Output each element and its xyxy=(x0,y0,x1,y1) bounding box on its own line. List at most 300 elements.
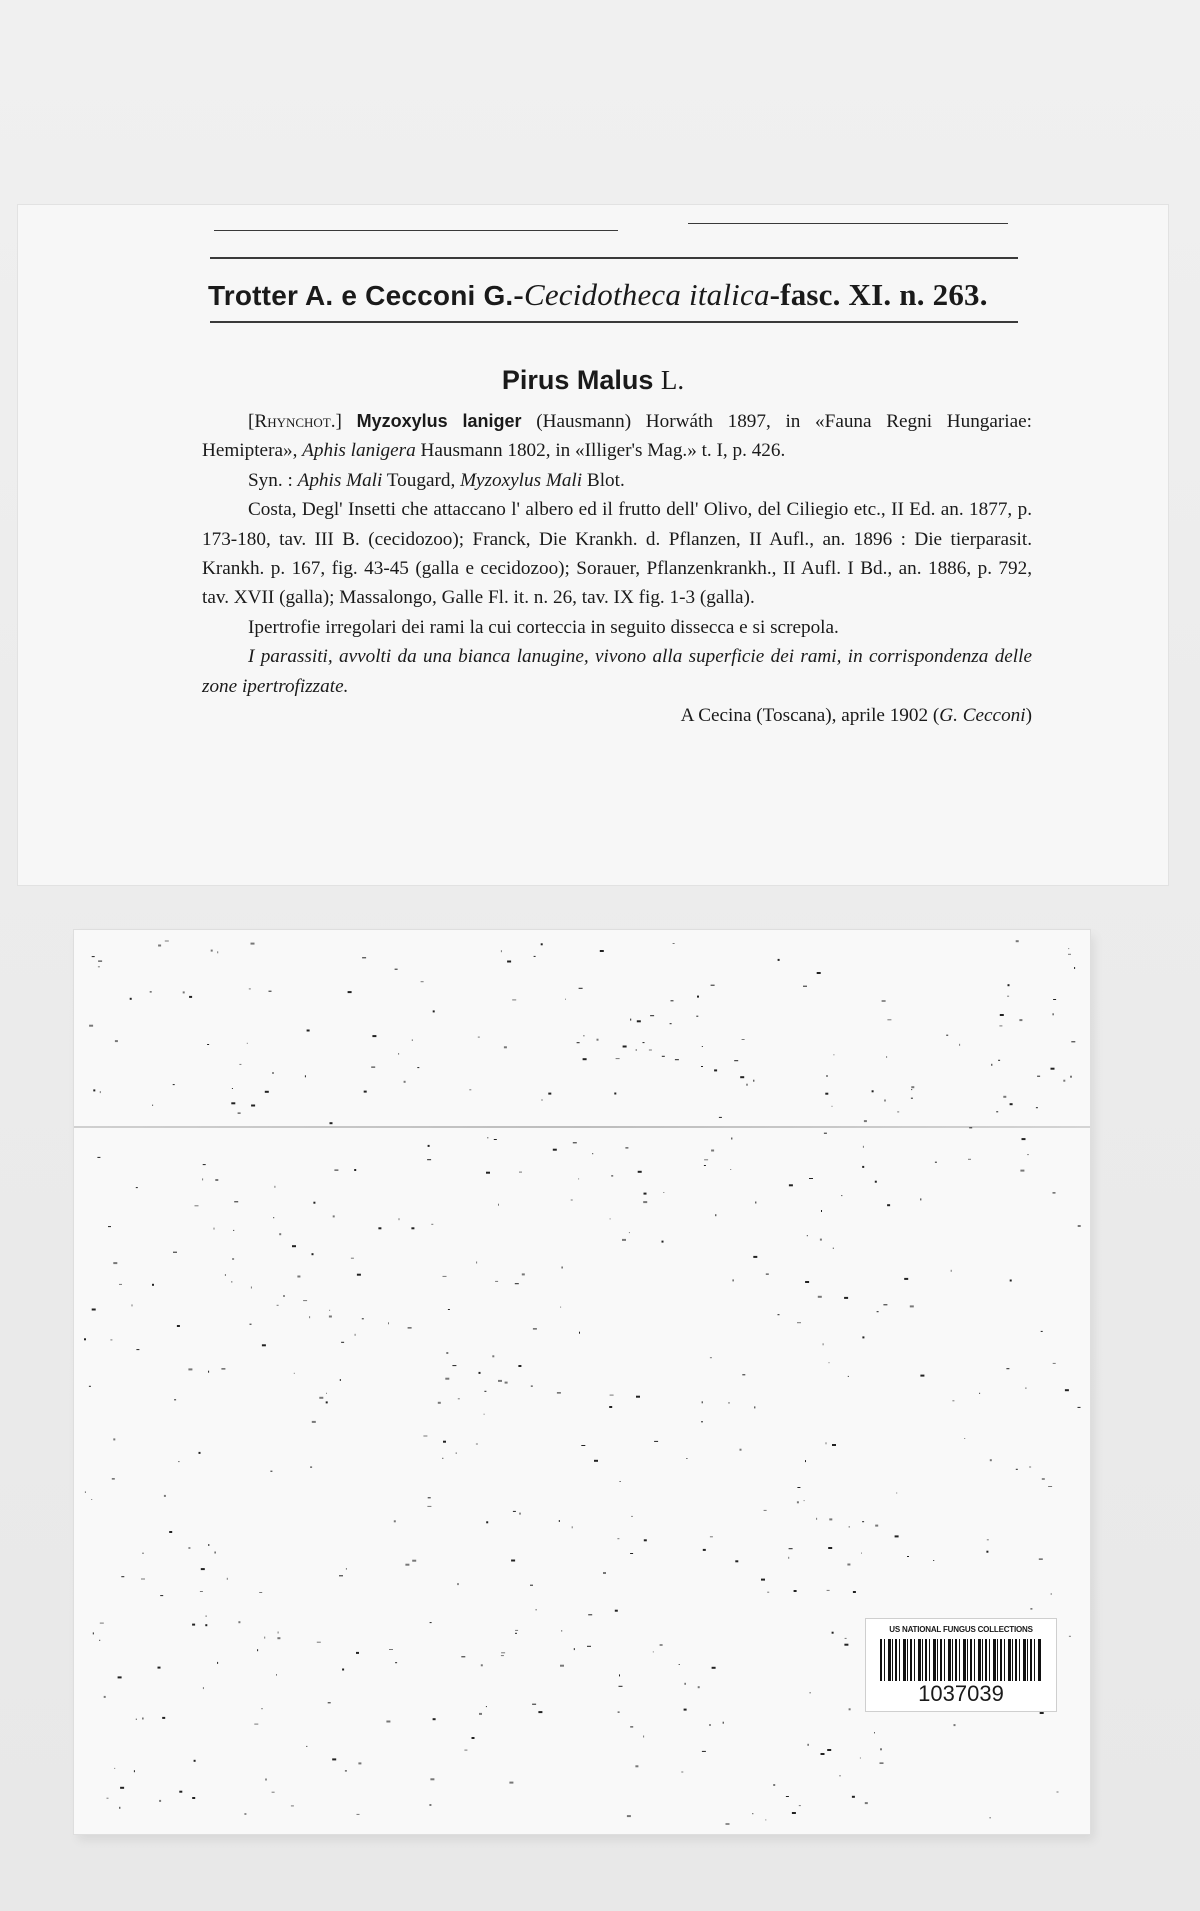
speckle xyxy=(622,1239,626,1241)
speckle xyxy=(328,1702,331,1703)
speckle xyxy=(935,1162,937,1163)
speckle xyxy=(134,1770,135,1772)
speckle xyxy=(832,1632,834,1634)
speckle xyxy=(987,1539,989,1540)
speckle xyxy=(755,1202,756,1204)
speckle xyxy=(710,1724,711,1726)
speckle xyxy=(310,1467,312,1468)
speckle xyxy=(959,1044,960,1046)
speckle xyxy=(99,1640,100,1641)
speckle xyxy=(911,1086,914,1088)
speckle xyxy=(195,1205,199,1206)
speckle xyxy=(112,1478,115,1479)
speckle xyxy=(747,1084,748,1086)
speckle xyxy=(519,1172,522,1173)
speckle xyxy=(1020,1170,1024,1172)
speckle xyxy=(542,1100,543,1101)
speckle xyxy=(232,1088,233,1089)
basionym: Aphis lanigera xyxy=(302,440,416,462)
speckle xyxy=(214,1228,215,1230)
speckle xyxy=(389,1649,393,1650)
speckle xyxy=(270,1471,272,1472)
speckle xyxy=(616,1058,620,1059)
speckle xyxy=(808,1744,809,1746)
speckle xyxy=(412,1560,416,1562)
speckle xyxy=(849,1526,850,1527)
speckle xyxy=(498,1204,499,1206)
speckle xyxy=(433,1718,436,1720)
institution-name: US NATIONAL FUNGUS COLLECTIONS xyxy=(889,1625,1033,1634)
speckle xyxy=(827,1590,830,1591)
speckle xyxy=(339,1575,343,1576)
speckle xyxy=(484,1414,485,1415)
speckle xyxy=(1048,1486,1052,1487)
speckle xyxy=(572,1526,573,1528)
speckle xyxy=(251,1105,255,1107)
speckle xyxy=(534,956,536,957)
description: Ipertrofie irregolari dei rami la cui corteccia in seguito dissecca e si screpola. xyxy=(248,616,839,638)
speckle xyxy=(98,966,100,967)
species-name: Myzoxylus laniger xyxy=(356,411,522,431)
speckle xyxy=(660,1645,663,1646)
speckle xyxy=(704,1159,708,1160)
speckle xyxy=(754,1406,755,1408)
speckle xyxy=(341,1342,344,1343)
speckle xyxy=(188,1548,190,1549)
speckle xyxy=(1069,1636,1071,1637)
title-rule-upper xyxy=(210,257,1018,259)
speckle xyxy=(911,1089,912,1090)
speckle xyxy=(804,1500,805,1501)
speckle xyxy=(579,988,583,989)
speckle xyxy=(479,1372,481,1374)
speckle xyxy=(351,1258,354,1259)
speckle xyxy=(221,1368,225,1369)
speckle xyxy=(478,1037,480,1038)
speckle xyxy=(152,1284,154,1286)
speckle xyxy=(614,1093,616,1095)
basionym-citation: Hausmann 1802, in «Illiger's Mag.» t. I, p. 426. xyxy=(420,440,786,462)
speckle xyxy=(1029,1467,1031,1468)
speckle xyxy=(816,1518,817,1520)
speckle xyxy=(897,1111,899,1112)
speckle xyxy=(969,1127,972,1128)
speckle xyxy=(97,1157,100,1158)
catalog-number: 1037039 xyxy=(918,1681,1004,1706)
speckle xyxy=(597,1039,599,1041)
speckle xyxy=(158,1667,161,1669)
speckle xyxy=(142,1718,143,1720)
speckle xyxy=(250,1324,252,1325)
speckle xyxy=(561,1630,562,1631)
speckle xyxy=(805,1281,809,1283)
synonyms xyxy=(202,466,1032,495)
speckle xyxy=(820,1239,822,1241)
speckle xyxy=(394,1520,396,1522)
host-plant xyxy=(18,365,1168,396)
speckle xyxy=(630,1019,631,1021)
speckle xyxy=(192,1624,195,1626)
speckle xyxy=(872,1090,874,1092)
speckle xyxy=(778,959,780,961)
speckle xyxy=(272,1073,274,1074)
speckle xyxy=(875,1525,878,1527)
speckle xyxy=(731,1138,732,1140)
speckle xyxy=(395,969,398,970)
speckle xyxy=(789,1548,793,1549)
speckle xyxy=(412,1040,413,1041)
speckle xyxy=(679,1664,680,1665)
speckle xyxy=(272,1792,275,1793)
speckle xyxy=(827,1749,831,1751)
speckle xyxy=(887,1019,891,1020)
speckle xyxy=(723,1722,724,1724)
speckle xyxy=(1068,954,1071,955)
speckle xyxy=(108,1226,111,1227)
speckle xyxy=(504,1046,507,1048)
speckle xyxy=(378,1227,381,1229)
speckle xyxy=(832,1106,833,1107)
speckle xyxy=(430,1622,432,1623)
speckle xyxy=(386,1721,390,1723)
host-author: L. xyxy=(660,365,685,395)
speckle xyxy=(828,1547,832,1549)
speckle xyxy=(150,991,152,992)
speckle xyxy=(742,1039,745,1040)
speckle xyxy=(911,1098,913,1099)
speckle xyxy=(486,1706,487,1707)
speckle xyxy=(562,1267,563,1269)
speckle xyxy=(178,1461,179,1462)
speckle xyxy=(265,1091,269,1093)
speckle xyxy=(653,1651,654,1652)
speckle xyxy=(458,1583,459,1585)
speckle xyxy=(844,1644,848,1646)
specimen-label xyxy=(18,205,1168,885)
host-name: Pirus Malus xyxy=(501,365,654,395)
speckle xyxy=(227,1578,228,1580)
speckle xyxy=(863,1146,864,1148)
top-rule-right xyxy=(688,223,1008,224)
speckle xyxy=(617,1538,619,1539)
speckle xyxy=(696,1016,698,1017)
speckle xyxy=(697,996,699,998)
speckle xyxy=(234,1201,238,1202)
speckle xyxy=(398,1053,399,1054)
literature: Costa, Degl' Insetti che attaccano l' albero ed il frutto dell' Olivo, del Ciliegio etc., II Ed. an. 1877, p. 173-180, tav. III B. (cecidozoo); Franck, Die Krankh. d. Pflanzen, II Aufl., an. 1896 : Die tierparasit. Krankh. p. 167, fig. 43-45 (galla e cecidozoo); Sorauer, Pflanzenkrankh., II Aufl. I Bd., an. 1886, p. 792, tav. XVII (galla); Massalongo, Galle Fl. it. n. 26, tav. IX fig. 1-3 (galla). xyxy=(202,499,1032,609)
speckle xyxy=(840,1775,841,1776)
speckle xyxy=(100,1623,104,1624)
speckle xyxy=(132,1304,133,1306)
speckle xyxy=(684,1709,687,1711)
speckle xyxy=(860,1758,861,1759)
speckle xyxy=(805,1460,806,1462)
speckle xyxy=(702,1751,706,1752)
speckle xyxy=(752,1813,753,1814)
speckle xyxy=(326,1393,327,1394)
speckle xyxy=(714,1069,717,1071)
speckle xyxy=(239,1064,241,1065)
speckle xyxy=(203,1164,206,1165)
speckle xyxy=(557,1392,561,1393)
speckle xyxy=(574,1648,575,1650)
speckle xyxy=(152,1105,153,1106)
speckle xyxy=(1040,1712,1044,1714)
speckle xyxy=(113,1262,117,1264)
speckle xyxy=(1025,1388,1026,1389)
speckle xyxy=(515,1633,517,1634)
species-citation: (Hausmann) Horwáth 1897, in «Fauna Regni Hungariae: Hemiptera», xyxy=(202,411,1032,462)
speckle xyxy=(920,1375,924,1377)
title-rule-lower xyxy=(210,321,1018,323)
speckle xyxy=(215,1179,218,1181)
speckle xyxy=(262,1344,266,1346)
speckle xyxy=(853,1591,856,1593)
speckle xyxy=(404,1081,406,1083)
speckle xyxy=(803,986,807,987)
speckle xyxy=(807,1235,808,1236)
speckle xyxy=(1053,999,1056,1000)
speckle xyxy=(553,1149,557,1151)
speckle xyxy=(826,1442,827,1444)
speckle xyxy=(201,1568,205,1570)
speckle xyxy=(107,1798,109,1799)
speckle xyxy=(512,999,516,1000)
speckle xyxy=(1057,1792,1059,1793)
speckle xyxy=(650,1015,654,1016)
speckle xyxy=(1007,996,1009,997)
speckle xyxy=(877,1311,879,1312)
speckle xyxy=(307,1030,310,1032)
speckle xyxy=(649,1050,652,1051)
speckle xyxy=(92,956,95,957)
speckle xyxy=(761,1579,765,1581)
speckle xyxy=(114,1768,115,1769)
speckle xyxy=(880,1748,882,1750)
speckle xyxy=(740,1076,744,1078)
top-rule-left xyxy=(214,230,618,231)
speckle xyxy=(421,981,424,982)
speckle xyxy=(883,1304,887,1305)
speckle xyxy=(833,1054,834,1055)
speckle xyxy=(203,1687,204,1689)
speckle xyxy=(515,1630,518,1631)
speckle xyxy=(408,1327,412,1328)
speckle xyxy=(264,1637,265,1639)
speckle xyxy=(479,1713,482,1715)
speckle xyxy=(753,1256,757,1258)
speckle xyxy=(794,1590,797,1592)
speckle xyxy=(1063,1080,1065,1082)
speckle xyxy=(630,1726,633,1727)
speckle xyxy=(1037,1076,1040,1077)
speckle xyxy=(817,972,821,974)
speckle xyxy=(309,1316,310,1318)
speckle xyxy=(334,1170,338,1171)
speckle xyxy=(1006,1368,1009,1369)
speckle xyxy=(615,1610,618,1612)
speckle xyxy=(623,1046,627,1048)
speckle xyxy=(1051,1068,1055,1070)
speckle xyxy=(458,1398,460,1399)
speckle xyxy=(829,1518,832,1520)
speckle xyxy=(565,999,566,1000)
speckle xyxy=(583,1035,584,1036)
speckle xyxy=(364,1091,367,1093)
speckle xyxy=(797,1487,800,1488)
speckle xyxy=(464,1750,467,1751)
speckle xyxy=(319,1397,323,1399)
speckle xyxy=(158,945,161,947)
speckle xyxy=(159,1800,161,1802)
speckle xyxy=(733,1279,734,1281)
speckle xyxy=(495,1281,498,1282)
speckle xyxy=(487,1137,488,1138)
speckle xyxy=(587,1646,591,1647)
speckle xyxy=(571,1200,573,1201)
speckle xyxy=(486,1172,490,1174)
speckle xyxy=(578,1178,579,1179)
speckle xyxy=(701,1421,703,1422)
speckle xyxy=(643,1042,645,1043)
speckle xyxy=(279,1233,281,1235)
speckle xyxy=(821,1753,825,1755)
speckle xyxy=(269,991,272,992)
speckle xyxy=(996,1111,998,1112)
speckle xyxy=(194,1760,196,1762)
speckle xyxy=(629,1232,630,1233)
speckle xyxy=(999,1025,1002,1026)
speckle xyxy=(809,1178,813,1179)
speckle xyxy=(588,1614,592,1615)
speckle xyxy=(443,1276,447,1277)
series-fascicle: -fasc. XI. n. 263. xyxy=(769,277,988,312)
speckle xyxy=(461,1656,465,1657)
speckle xyxy=(446,1352,448,1354)
speckle xyxy=(767,1592,769,1593)
speckle xyxy=(452,1365,456,1366)
speckle xyxy=(952,1400,954,1401)
speckle xyxy=(530,1585,533,1586)
speckle xyxy=(113,1438,115,1440)
speckle xyxy=(904,1278,908,1280)
speckle xyxy=(1016,1469,1018,1470)
speckle xyxy=(199,1452,201,1454)
speckle xyxy=(610,1218,611,1219)
speckle xyxy=(276,1674,277,1675)
speckle xyxy=(832,1444,836,1446)
speckle xyxy=(183,991,185,993)
speckle xyxy=(533,1328,537,1329)
speckle xyxy=(885,1100,886,1102)
speckle xyxy=(833,1248,834,1249)
speckle xyxy=(1010,1280,1012,1282)
speckle xyxy=(753,1080,754,1082)
speckle xyxy=(431,1224,433,1225)
speckle xyxy=(104,1696,106,1698)
speckle xyxy=(428,1145,430,1147)
speckle xyxy=(577,1042,580,1043)
speckle xyxy=(701,1066,703,1067)
speckle xyxy=(372,1035,376,1037)
speckle xyxy=(217,951,218,953)
speckle xyxy=(619,1686,623,1687)
speckle xyxy=(448,1309,450,1310)
speckle xyxy=(231,1281,232,1282)
speckle xyxy=(121,1576,124,1577)
speckle xyxy=(494,1139,497,1140)
speckle xyxy=(611,1175,613,1176)
speckle xyxy=(583,1058,587,1060)
speckle xyxy=(663,1192,664,1193)
speckle xyxy=(174,1399,176,1400)
speckle xyxy=(728,1402,730,1403)
speckle xyxy=(673,943,675,944)
speckle xyxy=(445,1378,449,1380)
speckle xyxy=(703,1549,706,1551)
speckle xyxy=(532,1704,536,1705)
taxon-paragraph xyxy=(202,407,1032,466)
speckle xyxy=(98,961,102,962)
speckle xyxy=(1019,1019,1022,1021)
speckle xyxy=(538,1711,542,1713)
speckle xyxy=(188,1368,192,1370)
speckle xyxy=(346,1568,347,1569)
speckle xyxy=(625,1147,628,1148)
speckle xyxy=(160,1595,163,1596)
speckle xyxy=(115,1040,118,1042)
series-work: Cecidotheca italica xyxy=(523,277,770,312)
speckle xyxy=(1071,1041,1075,1042)
speckle xyxy=(130,998,132,1000)
speckle xyxy=(371,1067,375,1068)
speckle xyxy=(498,1380,502,1382)
speckle xyxy=(306,1746,307,1747)
speckle xyxy=(362,957,366,958)
speckle xyxy=(712,1667,716,1669)
synonym-2-author: Blot. xyxy=(586,469,625,491)
speckle xyxy=(423,1436,427,1437)
speckle xyxy=(865,1802,868,1804)
speckle xyxy=(211,950,213,952)
speckle xyxy=(348,991,352,993)
speckle xyxy=(823,1343,824,1345)
barcode-label xyxy=(865,1618,1057,1712)
speckle xyxy=(207,1044,209,1045)
speckle xyxy=(206,1616,207,1617)
locality-text: A Cecina (Toscana), aprile 1902 ( xyxy=(680,705,940,727)
speckle xyxy=(1051,1594,1052,1595)
speckle xyxy=(826,1076,828,1077)
speckle xyxy=(620,1481,621,1482)
speckle xyxy=(702,1401,703,1403)
speckle xyxy=(173,1084,175,1085)
speckle xyxy=(603,1572,606,1574)
speckle xyxy=(862,1521,864,1522)
speckle xyxy=(355,1334,356,1336)
speckle xyxy=(329,1310,330,1311)
speckle xyxy=(438,1402,441,1404)
speckle xyxy=(231,1102,235,1104)
speckle xyxy=(141,1579,145,1580)
speckle xyxy=(1036,1107,1038,1108)
speckle xyxy=(1028,1154,1029,1155)
speckle xyxy=(635,1765,638,1767)
label-text xyxy=(202,407,1032,730)
speckle xyxy=(778,1314,780,1315)
speckle xyxy=(531,1386,533,1387)
speckle xyxy=(907,1556,909,1557)
